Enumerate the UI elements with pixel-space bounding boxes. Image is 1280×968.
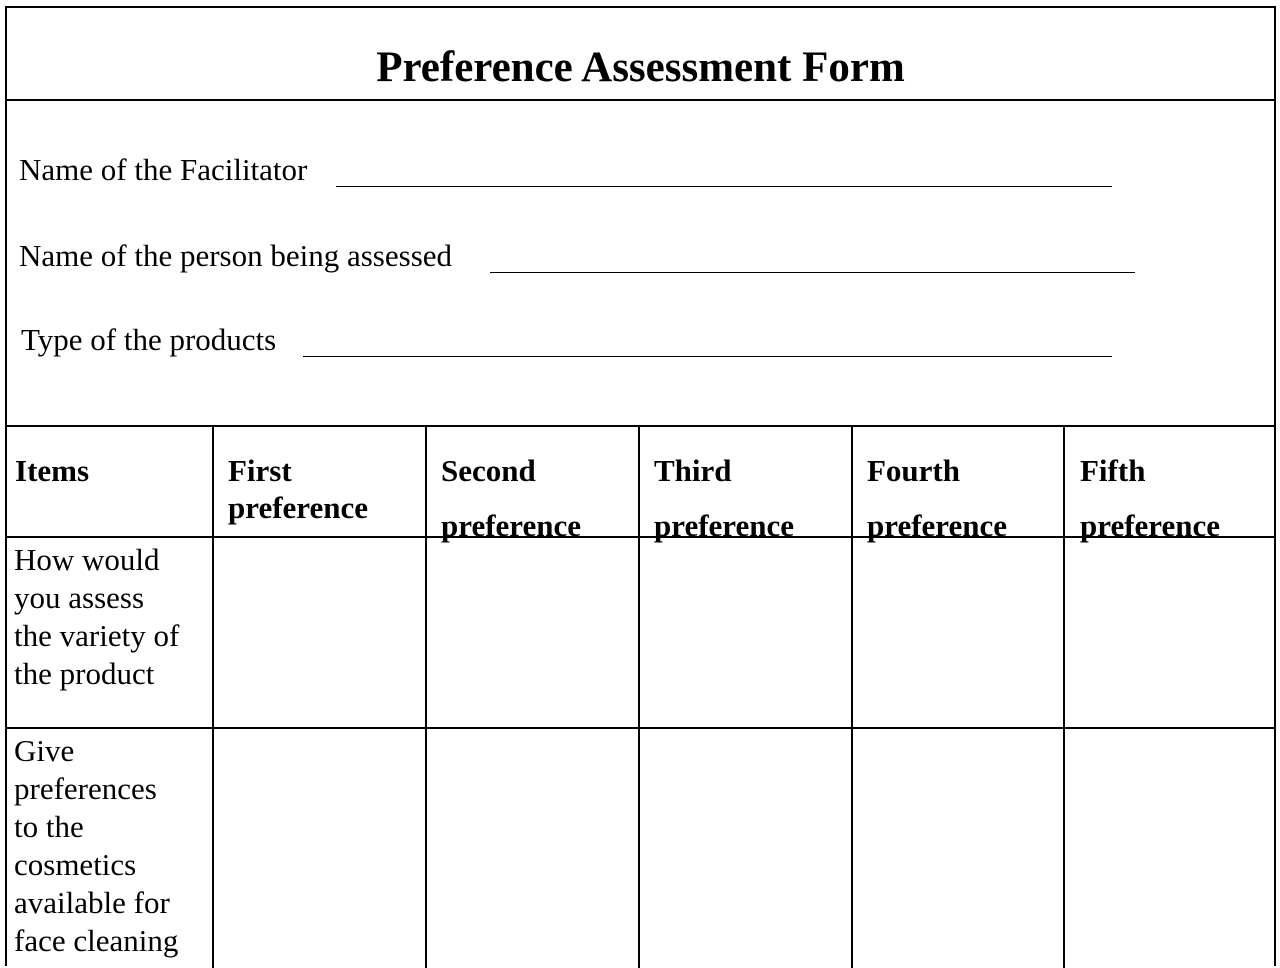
item-text-line: preferences — [14, 771, 157, 806]
item-text-line: available for — [14, 885, 170, 920]
form-title: Preference Assessment Form — [376, 44, 905, 91]
header-fourth-line2: preference — [867, 508, 1007, 543]
item-cell-cosmetics — [14, 732, 204, 960]
item-text-line: face cleaning — [14, 923, 179, 958]
item-text-line: to the — [14, 809, 84, 844]
title-band — [7, 8, 1274, 101]
preference-table — [7, 427, 1274, 968]
person-assessed-blank[interactable] — [490, 272, 1135, 273]
products-type-label: Type of the products — [21, 322, 277, 357]
item-text-line: cosmetics — [14, 847, 137, 882]
item-text-line: you assess — [14, 580, 145, 615]
products-type-blank[interactable] — [303, 356, 1112, 357]
fields-section — [7, 101, 1274, 427]
header-first-line1: First — [228, 453, 292, 488]
header-items: Items — [15, 453, 90, 488]
column-divider — [425, 427, 427, 968]
column-divider — [638, 427, 640, 968]
header-second-line1: Second — [441, 453, 536, 488]
form-frame — [5, 6, 1276, 966]
row-divider — [7, 727, 1274, 729]
item-text-line: the variety of — [14, 618, 180, 653]
item-cell-variety — [14, 541, 204, 693]
column-divider — [851, 427, 853, 968]
item-text-line: the product — [14, 656, 155, 691]
person-assessed-label: Name of the person being assessed — [19, 238, 453, 273]
header-third-line2: preference — [654, 508, 794, 543]
header-first-line2: preference — [228, 490, 368, 525]
header-second-line2: preference — [441, 508, 581, 543]
column-divider — [1063, 427, 1065, 968]
header-fifth-line1: Fifth — [1080, 453, 1146, 488]
item-text-line: Give — [14, 733, 75, 768]
header-fifth-line2: preference — [1080, 508, 1220, 543]
facilitator-label: Name of the Facilitator — [19, 152, 308, 187]
header-fourth-line1: Fourth — [867, 453, 960, 488]
facilitator-blank[interactable] — [336, 186, 1112, 187]
item-text-line: How would — [14, 542, 160, 577]
header-third-line1: Third — [654, 453, 732, 488]
column-divider — [212, 427, 214, 968]
